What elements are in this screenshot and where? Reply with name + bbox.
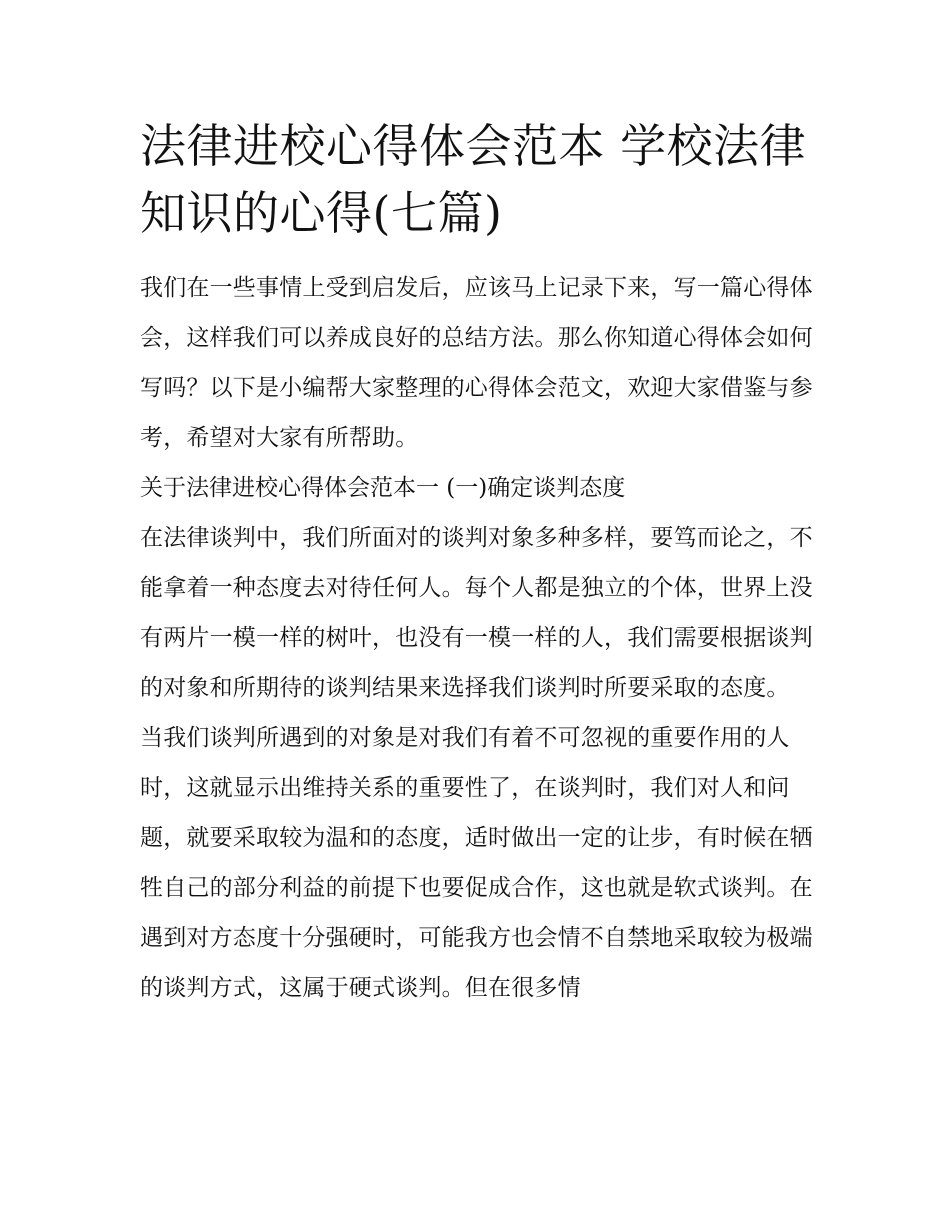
intro-paragraph: 我们在一些事情上受到启发后，应该马上记录下来，写一篇心得体会，这样我们可以养成良好的总结方法。那么你知道心得体会如何写吗？以下是小编帮大家整理的心得体会范文，欢迎大家借鉴与参考，希望对大家有所帮助。 xyxy=(140,275,813,451)
document-title: 法律进校心得体会范本 学校法律知识的心得(七篇) xyxy=(140,119,807,240)
section-heading: 关于法律进校心得体会范本一 (一)确定谈判态度 xyxy=(140,475,626,501)
document-body xyxy=(140,113,815,1013)
body-paragraph: 在法律谈判中，我们所面对的谈判对象多种多样，要笃而论之，不能拿着一种态度去对待任何人。每个人都是独立的个体，世界上没有两片一模一样的树叶，也没有一模一样的人，我们需要根据谈判的对象和所期待的谈判结果来选择我们谈判时所要采取的态度。 xyxy=(140,525,813,701)
body-paragraph: 当我们谈判所遇到的对象是对我们有着不可忽视的重要作用的人时，这就显示出维持关系的重要性了，在谈判时，我们对人和问题，就要采取较为温和的态度，适时做出一定的让步，有时候在牺牲自己的部分利益的前提下也要促成合作，这也就是软式谈判。在遇到对方态度十分强硬时，可能我方也会情不自禁地采取较为极端的谈判方式，这属于硬式谈判。但在很多情 xyxy=(140,725,813,1001)
